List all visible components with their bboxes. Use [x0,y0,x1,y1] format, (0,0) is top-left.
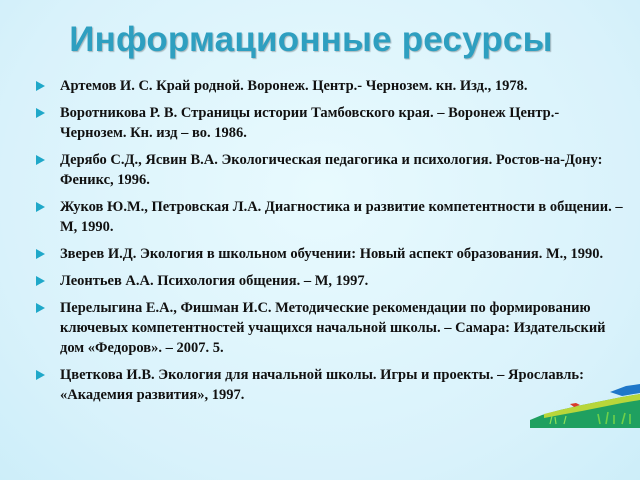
reference-item [2,244,628,264]
triangle-bullet-icon [36,303,45,313]
reference-text: Леонтьев А.А. Психология общения. – М, 1997. [60,273,369,289]
reference-item [2,103,628,143]
triangle-bullet-icon [36,81,45,91]
triangle-bullet-icon [36,202,45,212]
reference-text: Зверев И.Д. Экология в школьном обучении: Новый аспект образования. М., 1990. [60,246,604,262]
reference-text: Цветкова И.В. Экология для начальной школы. Игры и проекты. – Ярославль: «Академия развития», 1997. [60,367,584,403]
reference-text: Артемов И. С. Край родной. Воронеж. Центр.- Чернозем. кн. Изд., 1978. [60,78,528,94]
landscape-decoration-icon [530,384,640,428]
reference-list [2,76,628,412]
reference-text: Жуков Ю.М., Петровская Л.А. Диагностика и развитие компетентности в общении. – М, 1990. [60,199,623,235]
triangle-bullet-icon [36,370,45,380]
reference-item [2,298,628,358]
slide-title: Информационные ресурсы [69,20,553,59]
triangle-bullet-icon [36,155,45,165]
reference-item [2,197,628,237]
reference-text: Дерябо С.Д., Ясвин В.А. Экологическая педагогика и психология. Ростов-на-Дону: Феникс, 1996. [60,152,603,188]
triangle-bullet-icon [36,249,45,259]
reference-text: Воротникова Р. В. Страницы истории Тамбовского края. – Воронеж Центр.- Чернозем. Кн. изд – во. 1986. [60,105,560,141]
reference-item [2,76,628,96]
reference-text: Перелыгина Е.А., Фишман И.С. Методические рекомендации по формированию ключевых компетентностей учащихся начальной школы. – Самара: Издательский дом «Федоров». – 2007. 5. [60,300,606,356]
reference-item [2,150,628,190]
triangle-bullet-icon [36,276,45,286]
triangle-bullet-icon [36,108,45,118]
reference-item [2,271,628,291]
